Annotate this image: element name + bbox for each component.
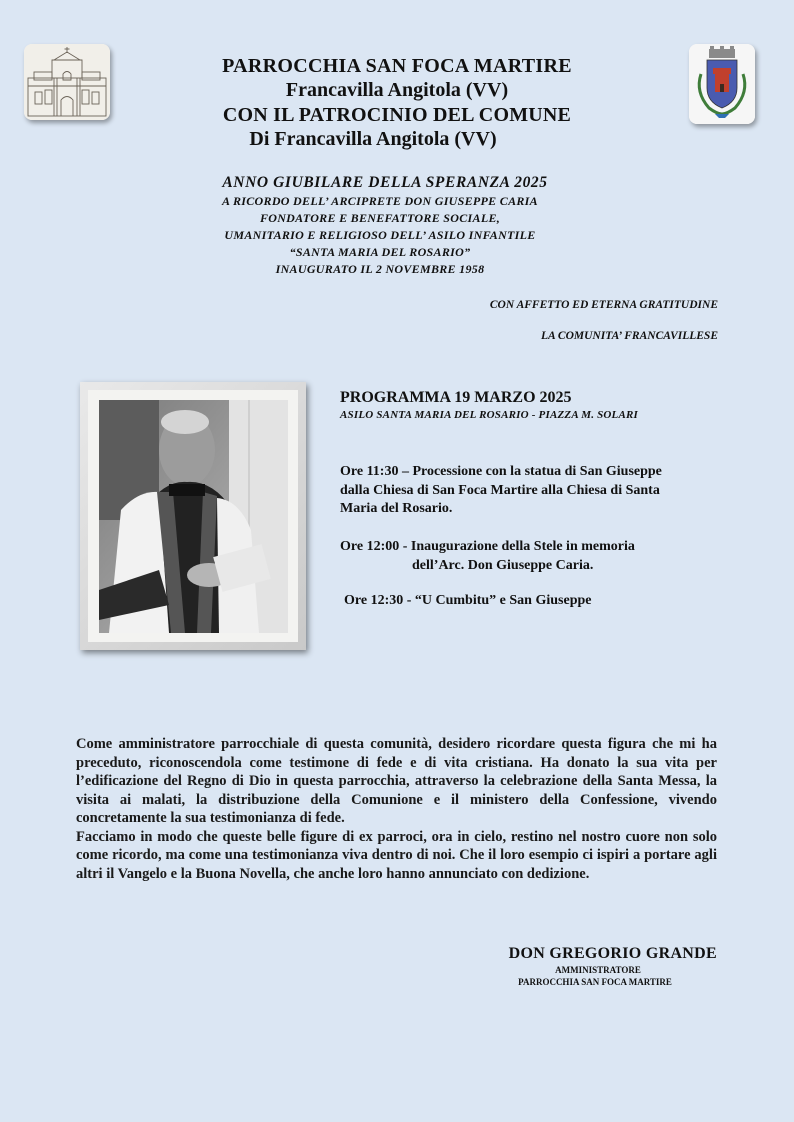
program-item-line: Maria del Rosario.: [340, 501, 453, 516]
patronage-line: CON IL PATROCINIO DEL COMUNE: [222, 104, 572, 126]
program-item-line: dalla Chiesa di San Foca Martire alla Chiesa di Santa: [340, 482, 660, 498]
program-item-3: Ore 12:30 - “U Cumbitu” e San Giuseppe: [344, 593, 592, 608]
jubilee-dedication-block: [0, 193, 760, 278]
program-title: PROGRAMMA 19 MARZO 2025: [340, 389, 572, 406]
jubilee-line: “SANTA MARIA DEL ROSARIO”: [289, 245, 471, 259]
portrait-frame: [80, 382, 306, 650]
program-item-1: [340, 463, 662, 519]
signature-parish: PARROCCHIA SAN FOCA MARTIRE: [518, 977, 672, 987]
jubilee-line: A RICORDO DELL’ ARCIPRETE DON GIUSEPPE CARIA: [222, 194, 538, 208]
message-paragraph: Facciamo in modo che queste belle figure di ex parroci, ora in cielo, restino nel nostro cuore non solo come ricordo, ma come una testimonianza viva dentro di noi. Che il loro esempio ci ispiri a portare agli altri il Vangelo e la Buona Novella, che anche loro hanno annunciato con dedizione.: [76, 828, 717, 882]
priest-portrait: [99, 400, 288, 633]
program-item-2: [340, 538, 635, 575]
jubilee-line: INAUGURATO IL 2 NOVEMBRE 1958: [275, 262, 485, 276]
jubilee-title: ANNO GIUBILARE DELLA SPERANZA 2025: [222, 174, 548, 191]
jubilee-line: FONDATORE E BENEFATTORE SOCIALE,: [259, 211, 501, 225]
program-location: ASILO SANTA MARIA DEL ROSARIO - PIAZZA M. SOLARI: [340, 409, 639, 421]
program-item-line: dell’Arc. Don Giuseppe Caria.: [412, 557, 594, 573]
community-signature: LA COMUNITA’ FRANCAVILLESE: [540, 330, 718, 342]
signature-role: AMMINISTRATORE: [555, 965, 641, 975]
jubilee-line: UMANITARIO E RELIGIOSO DELL’ ASILO INFANTILE: [224, 228, 536, 242]
message-body: [76, 735, 717, 883]
parish-location: Francavilla Angitola (VV): [285, 79, 509, 101]
signature-name: DON GREGORIO GRANDE: [508, 945, 717, 962]
message-paragraph: Come amministratore parrocchiale di questa comunità, desidero ricordare questa figura che mi ha preceduto, riconoscendola come testimone di fede e di vita cristiana. Ha donato la sua vita per l’edificazione del Regno di Dio in questa parrocchia, attraverso la celebrazione della Santa Messa, la visita ai malati, la distribuzione della Comunione e il ministero della Confessione, vivendo concretamente la sua testimonianza di fede.: [76, 736, 717, 826]
program-item-line: Ore 12:00 - Inaugurazione della Stele in memoria: [340, 539, 635, 554]
municipality-line: Di Francavilla Angitola (VV): [249, 128, 497, 150]
dedication-line: CON AFFETTO ED ETERNA GRATITUDINE: [489, 299, 718, 311]
parish-name: PARROCCHIA SAN FOCA MARTIRE: [222, 55, 572, 77]
program-item-line: Ore 11:30 – Processione con la statua di San Giuseppe: [340, 464, 662, 479]
